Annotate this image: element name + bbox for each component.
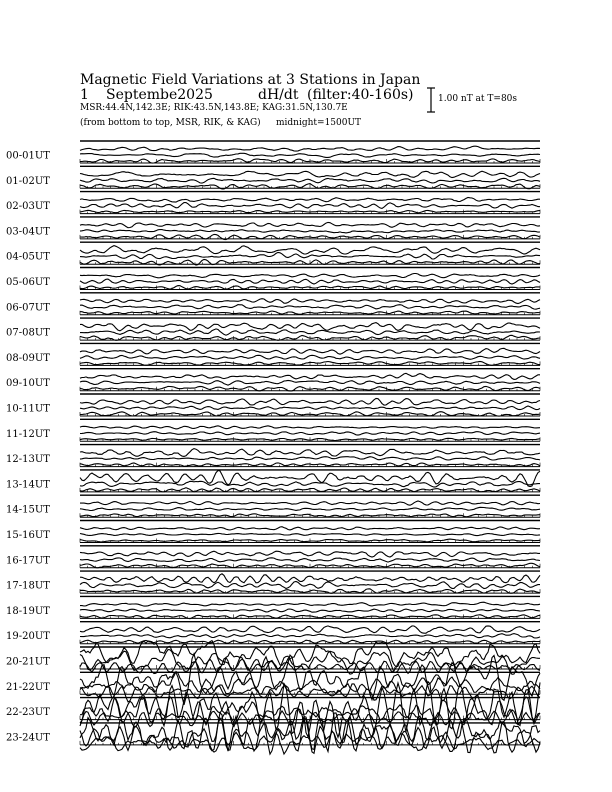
date-month-year: Septembe2025 [106, 87, 213, 103]
hour-row [6, 293, 540, 315]
hour-row-label: 13-14UT [6, 479, 50, 491]
trace-kag [80, 198, 540, 203]
hour-row [6, 343, 540, 365]
trace-rik [80, 558, 540, 562]
trace-kag [80, 373, 540, 379]
trace-rik [80, 153, 540, 157]
hour-row-label: 15-16UT [6, 530, 50, 541]
trace-rik [80, 533, 540, 535]
trace-rik [80, 252, 540, 259]
hour-row-label: 18-19UT [6, 605, 50, 617]
hour-row [6, 596, 540, 618]
hour-rows [6, 141, 540, 754]
midnight-note: midnight=1500UT [276, 118, 362, 128]
hour-row-label: 20-21UT [6, 656, 50, 668]
hour-row [6, 445, 540, 467]
hour-row-label: 02-03UT [6, 201, 50, 213]
hour-row [6, 141, 540, 163]
filter-label: (filter:40-160s) [307, 87, 414, 103]
hour-row-label: 07-08UT [6, 327, 50, 339]
hour-row [6, 394, 540, 416]
hour-row-label: 03-04UT [6, 226, 50, 238]
hour-row [6, 318, 540, 340]
trace-kag [80, 246, 540, 255]
hour-row-label: 21-22UT [6, 681, 50, 693]
hour-row-label: 08-09UT [6, 352, 50, 364]
hour-row-label: 11-12UT [6, 428, 50, 440]
hour-row-label: 09-10UT [6, 378, 50, 390]
station-coordinates: MSR:44.4N,142.3E; RIK:43.5N,143.8E; KAG:31.5N,130.7E [80, 103, 348, 113]
station-order-note: (from bottom to top, MSR, RIK, & KAG) [80, 118, 261, 128]
trace-rik [80, 305, 540, 310]
hour-row-label: 06-07UT [6, 302, 50, 314]
trace-kag [80, 626, 540, 633]
hour-row [6, 495, 540, 517]
hour-row [6, 242, 540, 265]
trace-rik [80, 355, 540, 359]
hour-row-label: 04-05UT [6, 251, 50, 263]
trace-kag [80, 682, 540, 738]
scale-bar-label: 1.00 nT at T=80s [438, 94, 518, 104]
trace-rik [80, 696, 540, 727]
hour-row [6, 369, 540, 391]
hour-row-label: 05-06UT [6, 277, 50, 288]
trace-rik [80, 178, 540, 183]
trace-kag [80, 602, 540, 606]
trace-kag [80, 348, 540, 354]
trace-kag [80, 551, 540, 557]
trace-kag [80, 449, 540, 457]
trace-kag [80, 274, 540, 278]
trace-kag [80, 398, 540, 405]
trace-rik [80, 582, 540, 589]
hour-row-label: 01-02UT [6, 175, 50, 187]
trace-rik [80, 203, 540, 209]
hour-row-label: 10-11UT [6, 403, 50, 415]
hour-row [6, 268, 540, 290]
trace-rik [80, 432, 540, 435]
trace-rik [80, 634, 540, 638]
scale-bar [427, 88, 435, 112]
hour-row [6, 521, 540, 543]
hour-row-label: 16-17UT [6, 555, 50, 567]
hour-row [6, 166, 540, 189]
trace-rik [80, 609, 540, 612]
trace-kag [80, 171, 540, 177]
trace-rik [80, 230, 540, 233]
trace-kag [80, 574, 540, 583]
hour-row [6, 419, 540, 441]
hour-row-label: 23-24UT [6, 732, 50, 744]
hour-row [6, 217, 540, 240]
trace-kag [80, 146, 540, 151]
trace-kag [80, 426, 540, 429]
hour-row-label: 19-20UT [6, 631, 50, 643]
trace-kag [80, 222, 540, 227]
hour-row [6, 470, 540, 492]
trace-rik [80, 406, 540, 410]
hour-row [6, 622, 540, 644]
hour-row [6, 641, 540, 675]
trace-kag [80, 527, 540, 530]
trace-rik [80, 380, 540, 385]
trace-kag [80, 299, 540, 304]
trace-rik [80, 507, 540, 510]
hour-row-label: 14-15UT [6, 504, 50, 516]
trace-kag [80, 323, 540, 331]
quantity-label: dH/dt [258, 87, 299, 103]
hour-row-label: 17-18UT [6, 580, 50, 592]
hour-row [6, 571, 540, 593]
trace-kag [80, 501, 540, 505]
hour-row-label: 12-13UT [6, 454, 50, 466]
hour-row-label: 22-23UT [6, 707, 50, 719]
date-day: 1 [80, 87, 89, 103]
chart-title: Magnetic Field Variations at 3 Stations in Japan [80, 72, 421, 88]
trace-rik [80, 481, 540, 487]
trace-rik [80, 279, 540, 284]
hour-row-label: 00-01UT [6, 150, 50, 162]
hour-row [6, 192, 540, 214]
hour-row [6, 546, 540, 568]
trace-rik [80, 457, 540, 460]
